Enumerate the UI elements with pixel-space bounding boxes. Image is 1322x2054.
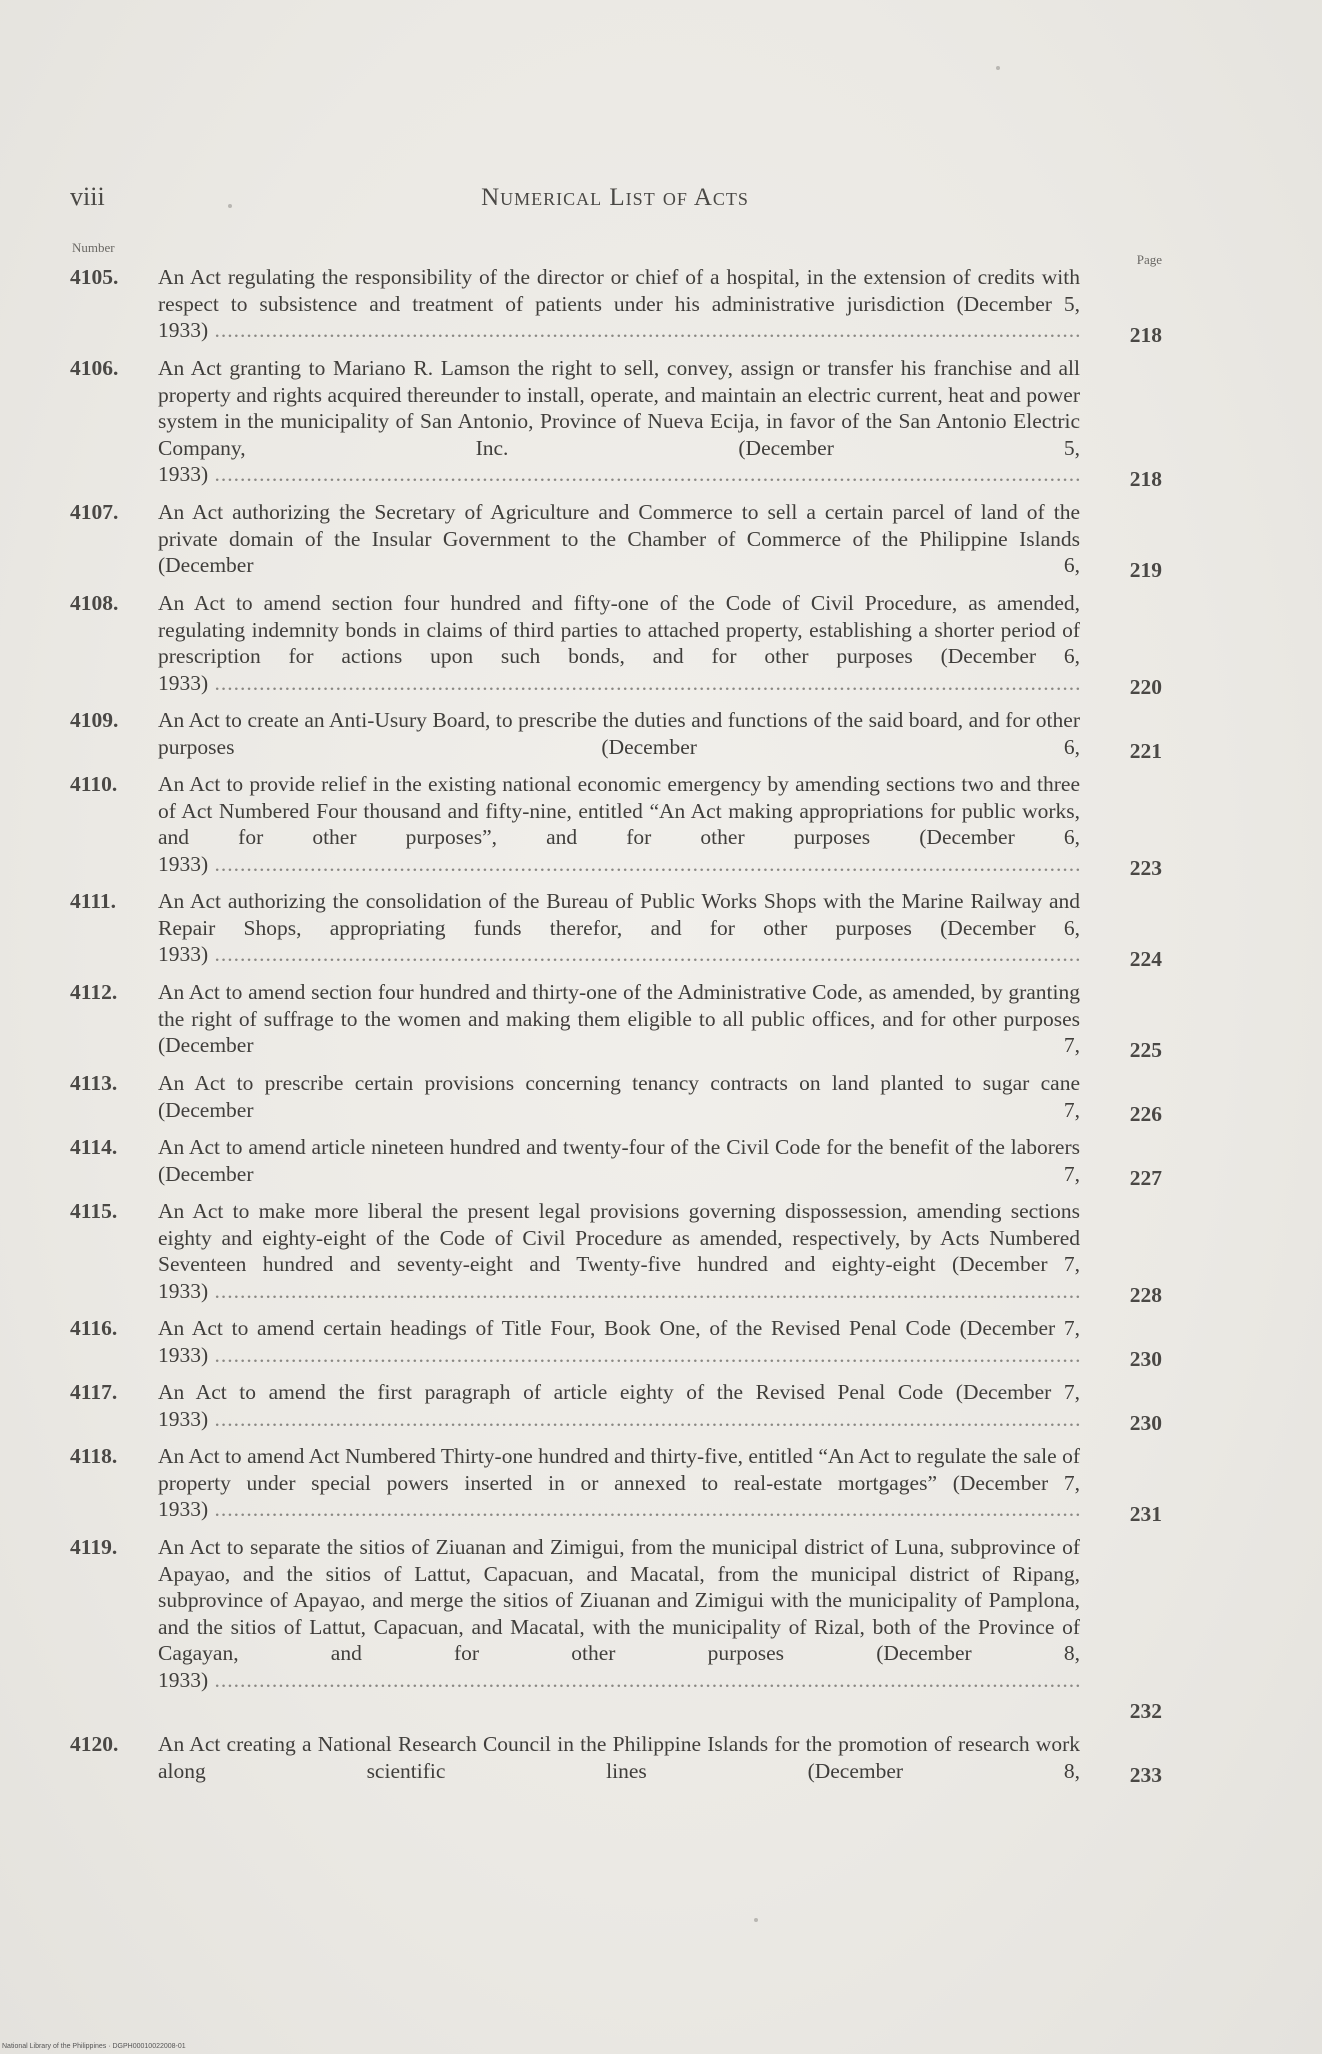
- act-entry-4110: [70, 771, 1162, 880]
- paper-speck: [754, 1918, 758, 1922]
- act-page: 218: [1129, 466, 1162, 491]
- scan-credit: National Library of the Philippines · DGPH00010022008-01: [2, 2043, 186, 2050]
- act-entry-4108: [70, 590, 1162, 699]
- act-title: An Act to amend article nineteen hundred and twenty-four of the Civil Code for the benefit of the laborers (December 7, .....: [158, 1134, 1080, 1187]
- page-title: Numerical List of Acts: [481, 184, 749, 211]
- act-number: 4113.: [70, 1071, 118, 1095]
- act-number: 4109.: [70, 708, 119, 732]
- act-entry-4116: [70, 1315, 1162, 1371]
- act-title: An Act to amend certain headings of Title Four, Book One, of the Revised Penal Code (December 7, 1933) .....: [158, 1315, 1080, 1368]
- act-title: An Act to amend the first paragraph of article eighty of the Revised Penal Code (December 7, 1933) .....: [158, 1379, 1080, 1432]
- act-title: An Act to amend Act Numbered Thirty-one hundred and thirty-five, entitled “An Act to regulate the sale of property under special powers inserted in or annexed to real-estate mortgages” (December 7, 1933) .....: [158, 1443, 1080, 1523]
- act-number: 4116.: [70, 1316, 118, 1340]
- act-entry-4107: [70, 499, 1162, 582]
- act-title: An Act to separate the sitios of Ziuanan and Zimigui, from the municipal district of Luna, subprovince of Apayao, and the sitios of Lattut, Capacuan, and Macatal, from the municipal district of Ripang, subprovince of Apayao, and merge the sitios of Ziuanan and Zimigui with the municipality of Pamplona, and the sitios of Lattut, Capacuan, and Macatal, with the municipality of Rizal, both of the Province of Cagayan, and for other purposes (December 8, 1933) .....: [158, 1534, 1080, 1693]
- act-page: 224: [1129, 946, 1162, 971]
- act-page: 218: [1129, 322, 1162, 347]
- page-number-roman: viii: [70, 182, 105, 211]
- act-page: 233: [1129, 1762, 1162, 1787]
- act-page: 230: [1129, 1410, 1162, 1435]
- act-title: An Act to prescribe certain provisions concerning tenancy contracts on land planted to sugar cane (December 7, .....: [158, 1070, 1080, 1123]
- page-column-label: Page: [1136, 252, 1162, 267]
- act-number: 4119.: [70, 1535, 118, 1559]
- act-entry-4117: [70, 1379, 1162, 1435]
- act-page: 226: [1129, 1101, 1162, 1126]
- act-number: 4118.: [70, 1444, 118, 1468]
- act-page: 225: [1129, 1037, 1162, 1062]
- act-number: 4106.: [70, 356, 119, 380]
- act-entry-4118: [70, 1443, 1162, 1526]
- act-title: An Act to provide relief in the existing national economic emergency by amending sections two and three of Act Numbered Four thousand and fifty-nine, entitled “An Act making appropriations for public works, and for other purposes”, and for other purposes (December 6, 1933) .....: [158, 771, 1080, 877]
- act-title: An Act granting to Mariano R. Lamson the right to sell, convey, assign or transfer his franchise and all property and rights acquired thereunder to install, operate, and maintain an electric current, heat and power system in the municipality of San Antonio, Province of Nueva Ecija, in favor of the San Antonio Electric Company, Inc. (December 5, 1933) .....: [158, 355, 1080, 488]
- act-page: 223: [1129, 855, 1162, 880]
- paper-speck: [996, 66, 1000, 70]
- act-number: 4108.: [70, 591, 119, 615]
- act-entry-4111: [70, 888, 1162, 971]
- act-number: 4120.: [70, 1732, 119, 1756]
- act-title: An Act creating a National Research Council in the Philippine Islands for the promotion of research work along scientific lines (December 8, .....: [158, 1731, 1080, 1784]
- act-page: 227: [1129, 1165, 1162, 1190]
- act-title: An Act authorizing the Secretary of Agriculture and Commerce to sell a certain parcel of land of the private domain of the Insular Government to the Chamber of Commerce of the Philippine Islands (December 6, .....: [158, 499, 1080, 579]
- act-number: 4105.: [70, 265, 119, 289]
- acts-list: [70, 264, 1162, 1795]
- act-title: An Act regulating the responsibility of the director or chief of a hospital, in the extension of credits with respect to subsistence and treatment of patients under his administrative jurisdiction (December 5, 1933) .....: [158, 264, 1080, 344]
- act-entry-4105: [70, 264, 1162, 347]
- act-number: 4114.: [70, 1135, 118, 1159]
- act-entry-4109: [70, 707, 1162, 763]
- act-title: An Act authorizing the consolidation of the Bureau of Public Works Shops with the Marine Railway and Repair Shops, appropriating funds therefor, and for other purposes (December 6, 1933) .....: [158, 888, 1080, 968]
- act-page: 221: [1129, 738, 1162, 763]
- act-entry-4115: [70, 1198, 1162, 1307]
- act-number: 4112.: [70, 980, 118, 1004]
- act-title: An Act to amend section four hundred and thirty-one of the Administrative Code, as amended, by granting the right of suffrage to the women and making them eligible to all public offices, and for other purposes (December 7, .....: [158, 979, 1080, 1059]
- act-entry-4113: [70, 1070, 1162, 1126]
- act-page: 219: [1129, 557, 1162, 582]
- act-entry-4114: [70, 1134, 1162, 1190]
- paper-speck: [228, 204, 232, 208]
- act-number: 4115.: [70, 1199, 118, 1223]
- act-entry-4106: [70, 355, 1162, 491]
- act-number: 4110.: [70, 772, 118, 796]
- act-page: 231: [1129, 1501, 1162, 1526]
- act-page: 230: [1129, 1346, 1162, 1371]
- running-head: [70, 182, 1160, 222]
- number-column-label: Number: [72, 240, 115, 255]
- act-entry-4120: [70, 1731, 1162, 1787]
- act-page: 232: [1129, 1698, 1162, 1723]
- act-title: An Act to make more liberal the present legal provisions governing dispossession, amending sections eighty and eighty-eight of the Code of Civil Procedure as amended, respectively, by Acts Numbered Seventeen hundred and seventy-eight and Twenty-five hundred and eighty-eight (December 7, 1933) .....: [158, 1198, 1080, 1304]
- act-entry-4119: [70, 1534, 1162, 1723]
- act-page: 220: [1129, 674, 1162, 699]
- act-number: 4107.: [70, 500, 119, 524]
- act-page: 228: [1129, 1282, 1162, 1307]
- act-title: An Act to create an Anti-Usury Board, to prescribe the duties and functions of the said board, and for other purposes (December 6, .....: [158, 707, 1080, 760]
- act-entry-4112: [70, 979, 1162, 1062]
- act-title: An Act to amend section four hundred and fifty-one of the Code of Civil Procedure, as amended, regulating indemnity bonds in claims of third parties to attached property, establishing a shorter period of prescription for actions upon such bonds, and for other purposes (December 6, 1933) .....: [158, 590, 1080, 696]
- act-number: 4111.: [70, 889, 117, 913]
- act-number: 4117.: [70, 1380, 118, 1404]
